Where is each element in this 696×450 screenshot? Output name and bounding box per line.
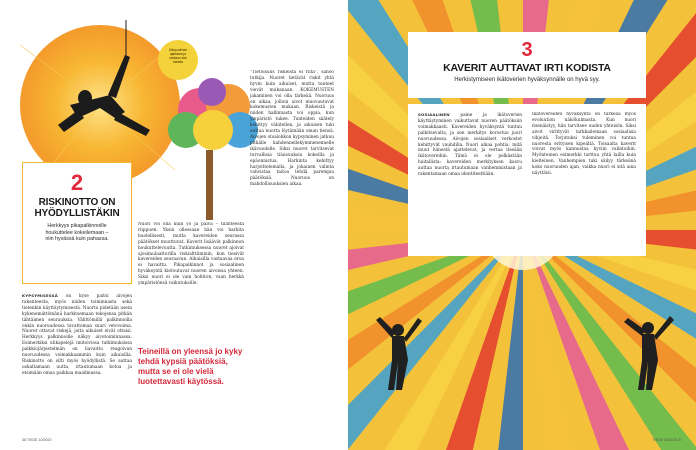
left-column-2: Nuori voi olla kuin yö ja päivä – tilanteesta riippuen. Yksin ollessaan hän voi harkita huolellisesti, mutta kavereiden seurassa päätökset muuttuvat. Kaverit lisäävät palkinnon houkuttelevuutta. Tutkimuksessa nuoret ajoivat ajosimulaattorilla riskialttiimmin, kun tiesivät kavereiden seuraavan. Aikuisilla vastaavaa eroa ei havaittu. Pikapalkinnot ja sosiaalinen hyväksyntä kietoutuvat nuoren aivoissa yhteen. Siksi nuori ei ole vain holtiton, vaan herkkä ympäristönsä vaikutuksille. <box>138 222 244 287</box>
circle-caption: Ulkopuolinen ajatuksia ja rakkaus alta toiselta <box>168 48 188 64</box>
section-subtitle: Herkistymiseen ikätoverien hyväksynnälle on hyvä syy. <box>454 77 600 83</box>
right-footer: TIEDE 10/2020 37 <box>652 438 682 442</box>
col1-text: on kyse paitsi aivojen rakenteesta, myös niiden toiminnasta sekä tietenkin käyttäytymisestä. Nuorta pidetään usein kykenemättömänä harkitsemaan tekojensa pitkän tähtäimen seurauksia. Välittömillä palkinnoilla onkin nuoruudessa tavattoman suuri vetovoima. Nuoret ottavat riskejä, joita aikuiset eivät ottaisi. Herkkyys palkinnoille näkyy aivotoiminnassa. Esimerkiksi uhkapelejä imitoivissa tutkimuksissa palkkiojärjestelmän on havaittu reagoivan nuoruudessa voimakkaammin kuin aikuisilla. Riskinotto on silti myös hyödyllistä. Se auttaa uskaltamaan uutta, irtautumaan kotoa ja etsimään omaa paikkaa maailmassa. <box>22 294 132 376</box>
section-subtitle-line1: Herkkyys pikapalkinnoille <box>47 223 107 229</box>
left-column-1 <box>22 293 132 439</box>
tree-illustration <box>168 78 258 220</box>
section-subtitle-line2: houkuttelee kokeilemaan – <box>45 229 109 236</box>
section-title: KAVERIT AUTTAVAT IRTI KODISTA <box>443 62 611 74</box>
section-3-box <box>408 32 646 98</box>
article-text-box <box>408 104 646 256</box>
section-subtitle-line3: niin hyvässä kuin pahassa. <box>45 236 109 243</box>
section-2-box <box>22 162 132 284</box>
col1-lead: KYPSYMISESSÄ <box>22 293 58 298</box>
section-title-line1: RISKINOTTO ON <box>38 197 116 208</box>
right-page <box>348 0 696 450</box>
left-column-3: ”Tietoisuus riskeistä ei riitä”, sanoo tutkija. Nuoret tietävät riskit yhtä hyvin kuin aikuiset, mutta tunteet vievät mukanaan. KOKEMUSTEN jakaminen voi olla tärkeää. Nuoruus on aikaa, jolloin aivot muovautuvat kokemusten mukaan. Riskeistä ja niiden hallinnasta voi oppia, kun ympäristö tukee. Tunteiden säätely kehittyy vähitellen, ja aikuisen tuki auttaa nuorta löytämään oman tiensä. Aivojen otsalohkon kypsyminen jatkuu pitkälle kahdennellekymmenennelle ikävuodelle. Siksi nuoret tarvitsevat turvallisia tilaisuuksia kokeilla ja epäonnistua. Harkinta kehittyy harjoittelemalla, ja jokainen valinta vahvistaa taitoa tehdä parempia päätöksiä. Nuoruus on mahdollisuuksien aikaa. <box>250 70 334 188</box>
left-footer: 36 TIEDE 10/2020 <box>22 438 52 442</box>
pull-quote: Teineillä on yleensä jo kyky tehdä kypsiä päätöksiä, mutta se ei ole vielä luotettavasti käytössä. <box>138 347 243 386</box>
col1-lead: SOSIAALINEN <box>418 112 450 117</box>
section-title-line2: HYÖDYLLISTÄKIN <box>34 208 120 219</box>
col1-text: paine ja ikätoverien käyttäytyminen vaikuttavat nuoren päätöksiin voimakkaasti. Kavereiden hyväksyntä tuntuu palkitsevalta, ja sen merkitys korostuu juuri nuoruudessa. Aivojen sosiaaliset verkostot kehittyvät vauhdilla. Nuori alkaa pohtia, mitä muut hänestä ajattelevat, ja vertaa itseään ikätovereihin. Tämä ei ole pelkästään haitallista: kavereiden merkityksen kasvu auttaa nuorta irtautumaan vanhemmistaan ja rakentamaan omaa identiteettiään. <box>418 113 522 178</box>
section-number: 3 <box>521 39 533 61</box>
right-column-2: Ikätovereiden hyväksyntä on tärkeää myös evoluution näkökulmasta. Kun nuori itsenäistyy, hän tarvitsee uuden yhteisön. Siksi aivot virittyvät tarkkailemaan sosiaalisia vihjeitä. Torjutuksi tuleminen voi tuntua nuoresta erityisen kipeältä. Toisaalta kaverit voivat myös kannustaa hyviin valintoihin. Myönteinen esimerkki tarttuu yhtä lailla kuin kielteinen. Vanhempien tuki säilyy tärkeänä koko nuoruuden ajan, vaikka nuori ei sitä aina näyttäisi. <box>532 112 636 177</box>
right-column-1 <box>418 112 522 252</box>
section-number: 2 <box>70 170 84 195</box>
